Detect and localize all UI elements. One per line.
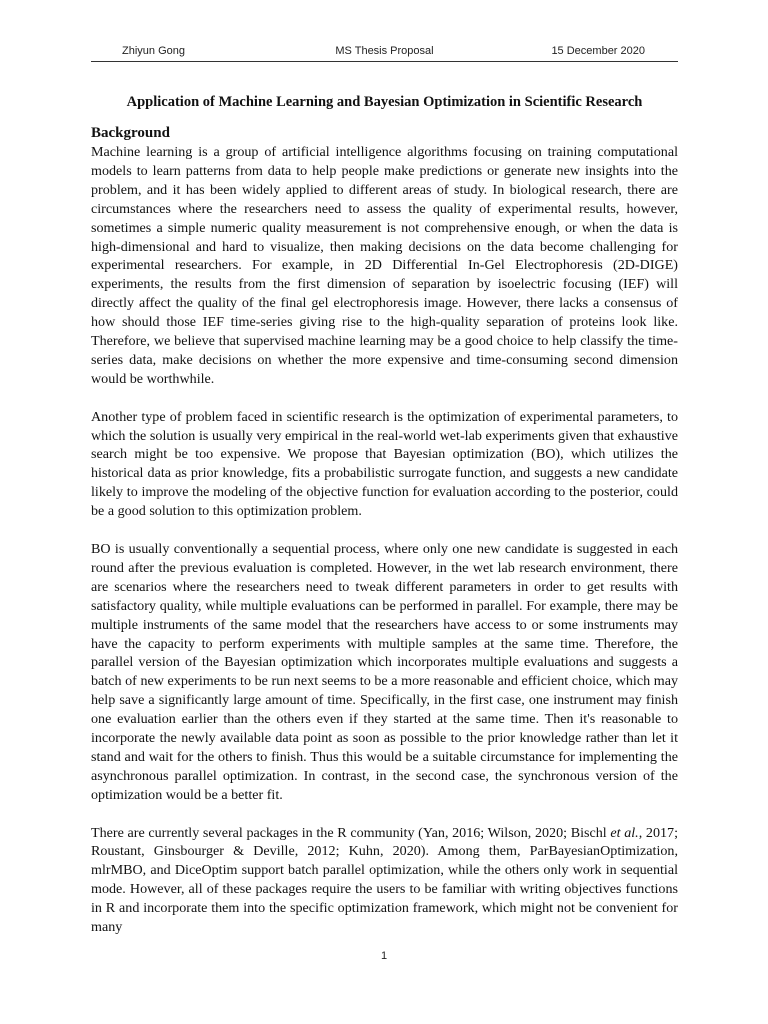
paragraph-3: BO is usually conventionally a sequential process, where only one new candidate is suggested in each round after the previous evaluation is completed. However, in the wet lab research environment, there are scenarios where the researchers need to tweak different parameters in order to get results with satisfactory quality, while multiple evaluations can be performed in parallel. For example, there may be multiple instruments of the same model that the researchers have access to or some instruments may have the capacity to perform experiments with multiple samples at the same time. Therefore, the parallel version of the Bayesian optimization which incorporates multiple evaluations and suggests a batch of new experiments to be run next seems to be a more reasonable and efficient choice, which may help save a significantly large amount of time. Specifically, in the first case, one instrument may finish one evaluation earlier than the others even if they started at the same time. Then it's reasonable to incorporate the newly available data point as soon as possible to the prior knowledge rather than let it stand and wait for the others to finish. Thus this would be a suitable circumstance for implementing the asynchronous parallel optimization. In contrast, in the second case, the synchronous version of the optimization would be a better fit.	[91, 541, 678, 803]
paragraph-1: Machine learning is a group of artificial intelligence algorithms focusing on training computational models to learn patterns from data to help people make predictions or generate new insights into the problem, and it has been widely applied to different areas of study. In biological research, there are circumstances where the researchers need to assess the quality of experimental results, however, sometimes a simple numeric quality measurement is not comprehensive enough, or when the data is high-dimensional and hard to visualize, then making decisions on the data become challenging for experimental researchers. For example, in 2D Differential In-Gel Electrophoresis (2D-DIGE) experiments, the results from the first dimension of separation by isoelectric focusing (IEF) will directly affect the quality of the final gel electrophoresis image. However, there lacks a consensus of how should those IEF time-series giving rise to the high-quality separation of proteins look like. Therefore, we believe that supervised machine learning may be a good choice to help classify the time-series data, make decisions on whether the more expensive and time-consuming second dimension would be worthwhile.	[91, 144, 678, 387]
citation-et-al: et al.	[610, 824, 639, 841]
header-date: 15 December 2020	[551, 45, 645, 57]
paragraph-4-text-start: There are currently several packages in the R community (Yan, 2016; Wilson, 2020; Bischl	[91, 824, 611, 841]
paragraph-2: Another type of problem faced in scientific research is the optimization of experimental parameters, to which the solution is usually very empirical in the real-world wet-lab experiments given that exhaustive search might be too expensive. We propose that Bayesian optimization (BO), which utilizes the historical data as prior knowledge, fits a probabilistic surrogate function, and suggests a new candidate likely to improve the modeling of the objective function for evaluation according to the posterior, could be a good solution to this optimization problem.	[91, 408, 678, 520]
running-header	[91, 45, 678, 62]
document-body	[91, 93, 678, 956]
header-author: Zhiyun Gong	[122, 45, 185, 57]
paragraph-4	[91, 824, 678, 937]
paragraph-4-text-end: , 2017; Roustant, Ginsbourger & Deville, 2012; Kuhn, 2020). Among them, ParBayesianOptimization, mlrMBO, and DiceOptim support batch parallel optimization, while the others only work in sequential mode. However, all of these packages require the users to be familiar with writing objectives functions in R and incorporate them into the specific optimization framework, which might not be convenient for many	[91, 824, 679, 936]
document-title: Application of Machine Learning and Bayesian Optimization in Scientific Research	[126, 94, 643, 110]
header-document-type: MS Thesis Proposal	[335, 45, 434, 57]
page-number: 1	[380, 950, 388, 962]
section-heading: Background	[91, 125, 170, 141]
